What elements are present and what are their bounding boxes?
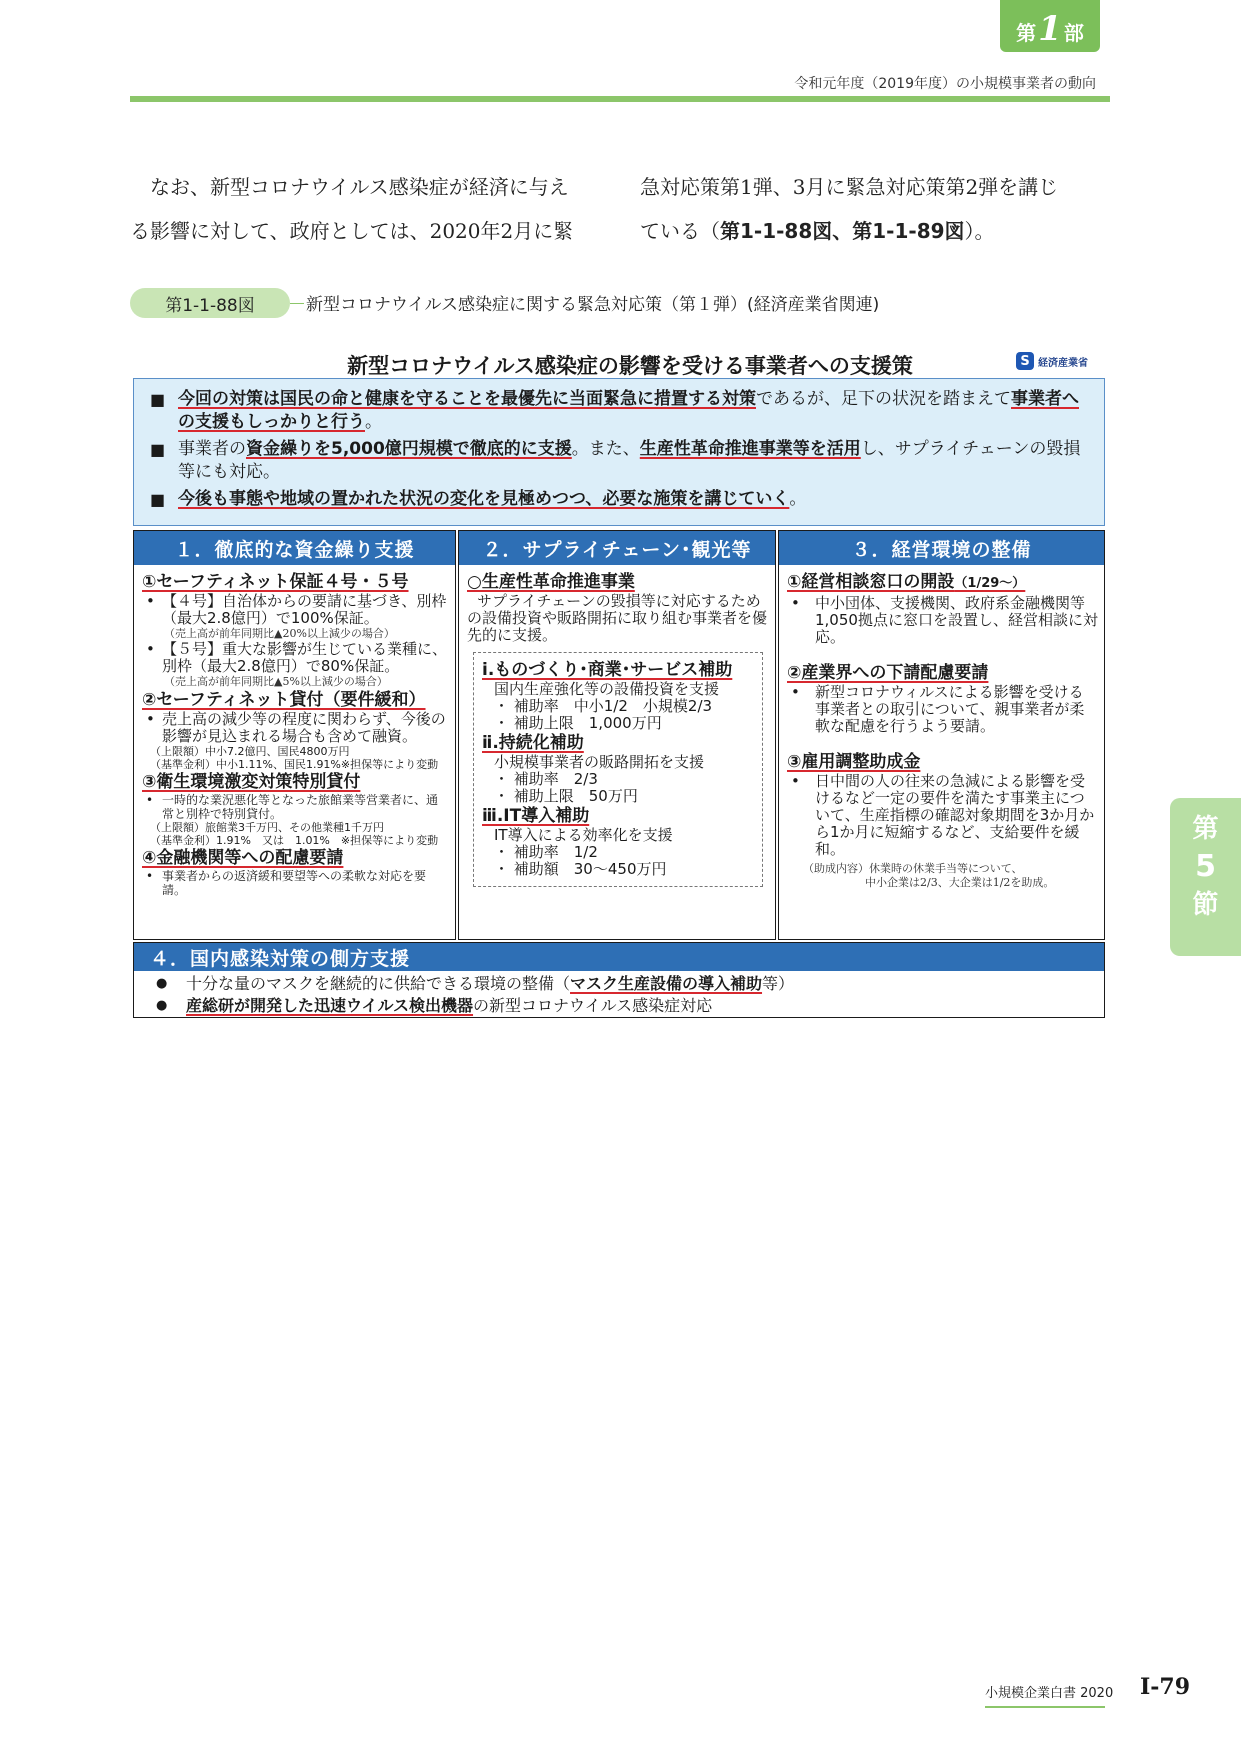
spacer xyxy=(787,735,1098,751)
page-number: Ⅰ-79 xyxy=(1140,1674,1191,1700)
emphasis-text: 資金繰りを5,000億円規模で徹底的に支援 xyxy=(246,439,572,459)
body-line: 急対応策第1弾、3月に緊急対応策第2弾を講じ xyxy=(640,175,1059,199)
figure-heading: 新型コロナウイルス感染症の影響を受ける事業者への支援策 xyxy=(347,354,913,378)
emphasis-text: 事業者への支援もしっかりと行う xyxy=(178,389,1079,432)
intro-text: 。 xyxy=(789,489,807,509)
intro-text: 。また、 xyxy=(571,439,640,459)
note-text: （上限額）旅館業3千万円、その他業種1千万円 xyxy=(150,821,384,834)
intro-box xyxy=(133,378,1105,526)
meti-logo-text: 経済産業省 xyxy=(1038,357,1088,369)
bullet-item: • 日中間の人の往来の急減による影響を受けるなど一定の要件を満たす事業主について、生産指標の確認対象期間を3か月から1か月に短縮するなど、支給要件を緩和。 xyxy=(787,773,1098,858)
spacer xyxy=(787,646,1098,662)
column-body xyxy=(459,565,775,887)
intro-text: であるが、足下の状況を踏まえて xyxy=(756,389,1011,409)
emphasis-text: 産総研が開発した迅速ウイルス検出機器 xyxy=(186,996,474,1015)
intro-item xyxy=(148,488,1092,511)
note-text: （基準金利）中小1.11%、国民1.91%※担保等により変動 xyxy=(150,758,439,771)
part-number: 1 xyxy=(1038,9,1062,49)
subsidy-detail: ・ 補助上限 1,000万円 xyxy=(494,714,662,732)
bullet-item: • 【４号】自治体からの要請に基づき、別枠（最大2.8億円）で100%保証。 xyxy=(142,593,449,627)
bullet-item xyxy=(134,995,1104,1017)
intro-item xyxy=(148,438,1092,484)
subsidy-desc: 国内生産強化等の設備投資を支援 xyxy=(494,680,720,698)
bullet-item: • 一時的な業況悪化等となった旅館業等営業者に、通常と別枠で特別貸付。 xyxy=(142,793,449,821)
meti-logo xyxy=(1016,352,1088,370)
figure-reference[interactable]: 第1-1-88図、第1-1-89図 xyxy=(720,219,965,243)
subsidy-detail: ・ 補助上限 50万円 xyxy=(494,787,638,805)
column-body xyxy=(779,565,1104,890)
note-text: （基準金利）1.91% 又は 1.01% ※担保等により変動 xyxy=(150,834,439,847)
intro-text: 。 xyxy=(365,412,382,432)
side-tab-text: 第 xyxy=(1192,814,1219,844)
meti-logo-icon: S xyxy=(1016,352,1034,370)
part-suffix: 部 xyxy=(1063,21,1084,45)
figure-title: 新型コロナウイルス感染症に関する緊急対応策（第１弾）(経済産業省関連) xyxy=(306,295,880,315)
section-title: ○生産性革命推進事業 xyxy=(467,572,635,592)
square-bullet-icon: ■ xyxy=(150,440,166,459)
square-bullet-icon: ■ xyxy=(150,490,166,509)
chapter-subtitle: 令和元年度（2019年度）の小規模事業者の動向 xyxy=(794,76,1096,92)
note-text: （助成内容）休業時の休業手当等について、 xyxy=(803,862,1023,875)
section-title: ③衛生環境激変対策特別貸付 xyxy=(142,772,361,792)
intro-item xyxy=(148,388,1092,434)
section-title: ③雇用調整助成金 xyxy=(787,752,921,772)
body-line xyxy=(640,209,1110,253)
body-text-left xyxy=(130,165,600,253)
bullet-item: • 【５号】重大な影響が生じている業種に、別枠（最大2.8億円）で80%保証。 xyxy=(142,641,449,675)
side-tab-number: 5 xyxy=(1195,849,1216,884)
subsidy-title: ⅰ.ものづくり･商業･サービス補助 xyxy=(482,660,733,680)
item-text: 等） xyxy=(762,974,795,993)
body-text: ）。 xyxy=(964,219,995,243)
section-title: ②セーフティネット貸付（要件緩和） xyxy=(142,690,426,710)
figure-label-connector xyxy=(290,303,304,304)
bullet-item: • 新型コロナウィルスによる影響を受ける事業者との取引について、親事業者が柔軟な配慮を行うよう要請。 xyxy=(787,684,1098,735)
subsidy-detail: ・ 補助率 中小1/2 小規模2/3 xyxy=(494,697,713,715)
subsidy-box xyxy=(473,652,763,887)
bullet-item: • 事業者からの返済緩和要望等への柔軟な対応を要請。 xyxy=(142,869,449,897)
bullet-item: • 売上高の減少等の程度に関わらず、今後の影響が見込まれる場合も含めて融資。 xyxy=(142,711,449,745)
body-text-right xyxy=(640,165,1110,253)
part-tab xyxy=(1000,0,1100,52)
note-text: （上限額）中小7.2億円、国民4800万円 xyxy=(150,745,350,758)
note-text: （売上高が前年同期比▲5%以上減少の場合） xyxy=(164,675,388,688)
intro-text: 事業者の xyxy=(178,439,246,459)
bullet-item xyxy=(134,973,1104,995)
body-line: なお、新型コロナウイルス感染症が経済に与え xyxy=(150,175,569,199)
body-line: る影響に対して、政府としては、2020年2月に緊 xyxy=(130,219,574,243)
column-supply-chain xyxy=(458,530,776,940)
subsidy-title: ⅱ.持続化補助 xyxy=(482,733,584,753)
header-rule xyxy=(130,96,1110,102)
column-heading: ２．サプライチェーン･観光等 xyxy=(459,531,775,565)
note-text: （売上高が前年同期比▲20%以上減少の場合） xyxy=(164,627,395,640)
part-prefix: 第 xyxy=(1016,21,1037,45)
emphasis-text: 生産性革命推進事業等を活用 xyxy=(639,439,861,459)
item-text: の新型コロナウイルス感染症対応 xyxy=(473,996,713,1015)
figure-label: 第1-1-88図 xyxy=(130,288,290,318)
section-side-tab[interactable] xyxy=(1170,798,1241,956)
emphasis-text: 今後も事態や地域の置かれた状況の変化を見極めつつ、必要な施策を講じていく xyxy=(178,489,790,509)
side-tab-text: 節 xyxy=(1192,890,1219,920)
column-body xyxy=(134,565,455,897)
square-bullet-icon: ■ xyxy=(150,390,166,409)
subsidy-detail: ・ 補助率 2/3 xyxy=(494,770,598,788)
footer-rule xyxy=(985,1706,1105,1708)
column-business-environment xyxy=(778,530,1105,940)
bullet-item: • 中小団体、支援機関、政府系金融機関等1,050拠点に窓口を設置し、経営相談に対応。 xyxy=(787,595,1098,646)
subsidy-detail: ・ 補助額 30～450万円 xyxy=(494,860,667,878)
subsidy-desc: 小規模事業者の販路開拓を支援 xyxy=(494,753,705,771)
item-text: 十分な量のマスクを継続的に供給できる環境の整備（ xyxy=(186,974,571,993)
emphasis-text: 今回の対策は国民の命と健康を守ることを最優先に当面緊急に措置する対策 xyxy=(178,389,756,409)
section-title xyxy=(787,571,1098,595)
body-text: ている（ xyxy=(640,219,720,243)
section-text: サプライチェーンの毀損等に対応するための設備投資や販路開拓に取り組む事業者を優先的に支援。 xyxy=(467,592,768,644)
intro-text: し、サプライチェーンの毀損等にも対応。 xyxy=(178,439,1081,482)
section-date: （1/29～） xyxy=(954,576,1026,591)
subsidy-title: ⅲ.IT導入補助 xyxy=(482,806,590,826)
column-heading: １．徹底的な資金繰り支援 xyxy=(134,531,455,565)
infection-control-box xyxy=(133,942,1105,1018)
emphasis-text: マスク生産設備の導入補助 xyxy=(570,974,763,993)
subsidy-detail: ・ 補助率 1/2 xyxy=(494,843,598,861)
note-text: 中小企業は2/3、大企業は1/2を助成。 xyxy=(865,876,1055,889)
column-heading: ４．国内感染対策の側方支援 xyxy=(134,943,1104,971)
section-title: ①セーフティネット保証４号・５号 xyxy=(142,572,409,592)
section-title: ②産業界への下請配慮要請 xyxy=(787,663,989,683)
section-title-text: ①経営相談窓口の開設 xyxy=(787,572,955,592)
subsidy-desc: IT導入による効率化を支援 xyxy=(494,826,673,844)
publication-name: 小規模企業白書 2020 xyxy=(985,1686,1114,1701)
column-financing xyxy=(133,530,456,940)
section-title: ④金融機関等への配慮要請 xyxy=(142,848,344,868)
column-heading: ３．経営環境の整備 xyxy=(779,531,1104,565)
